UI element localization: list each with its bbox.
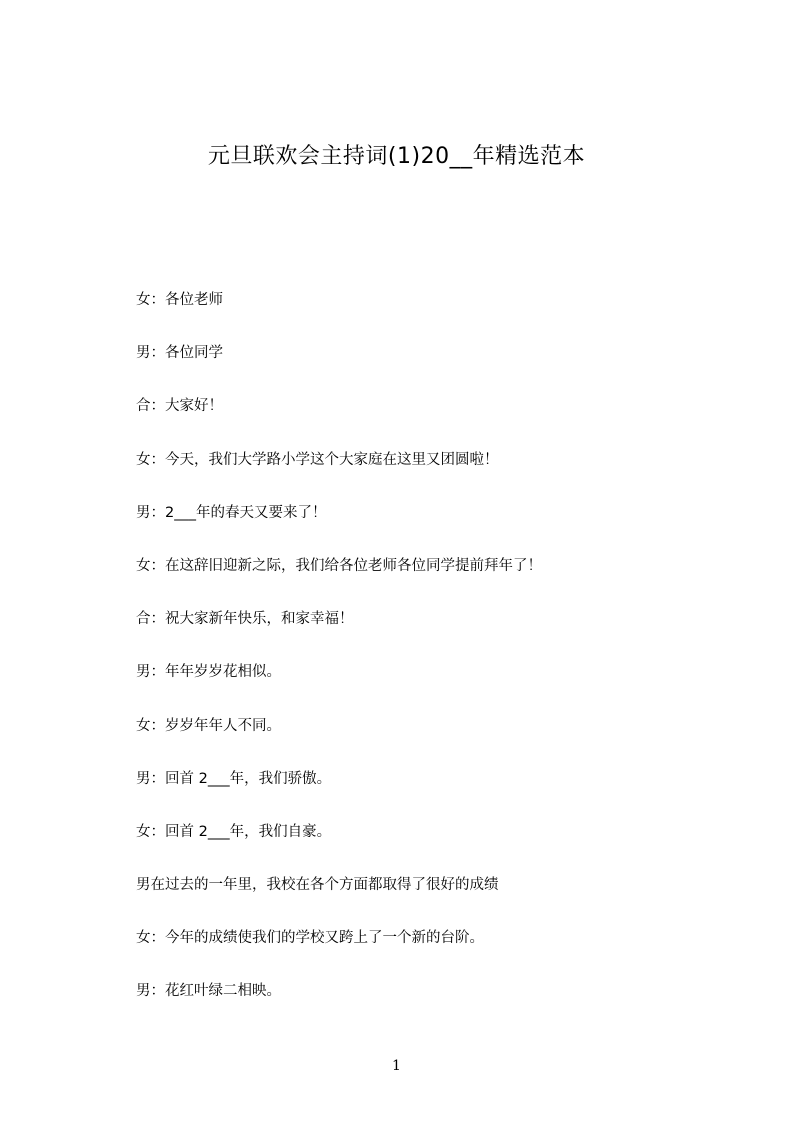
dialogue-line: 男：年年岁岁花相似。 [136, 664, 281, 681]
dialogue-line: 合：祝大家新年快乐，和家幸福！ [136, 611, 354, 628]
dialogue-body [136, 286, 696, 1031]
dialogue-line: 男在过去的一年里，我校在各个方面都取得了很好的成绩 [136, 877, 499, 894]
dialogue-line: 女：今年的成绩使我们的学校又跨上了一个新的台阶。 [136, 930, 484, 947]
dialogue-line: 女：今天，我们大学路小学这个大家庭在这里又团圆啦！ [136, 451, 499, 468]
dialogue-line: 男：回首 2___年，我们骄傲。 [136, 770, 332, 787]
dialogue-line: 男：2___年的春天又要来了！ [136, 504, 327, 521]
dialogue-line: 合：大家好！ [136, 398, 223, 415]
dialogue-line: 女：回首 2___年，我们自豪。 [136, 823, 332, 840]
dialogue-line: 男：花红叶绿二相映。 [136, 983, 281, 1000]
dialogue-line: 女：岁岁年年人不同。 [136, 717, 281, 734]
page-title: 元旦联欢会主持词(1)20__年精选范本 [207, 144, 586, 169]
dialogue-line: 女：在这辞旧迎新之际，我们给各位老师各位同学提前拜年了！ [136, 557, 542, 574]
page-number: 1 [392, 1058, 401, 1074]
dialogue-line: 女：各位老师 [136, 292, 223, 308]
dialogue-line: 男：各位同学 [136, 345, 223, 362]
